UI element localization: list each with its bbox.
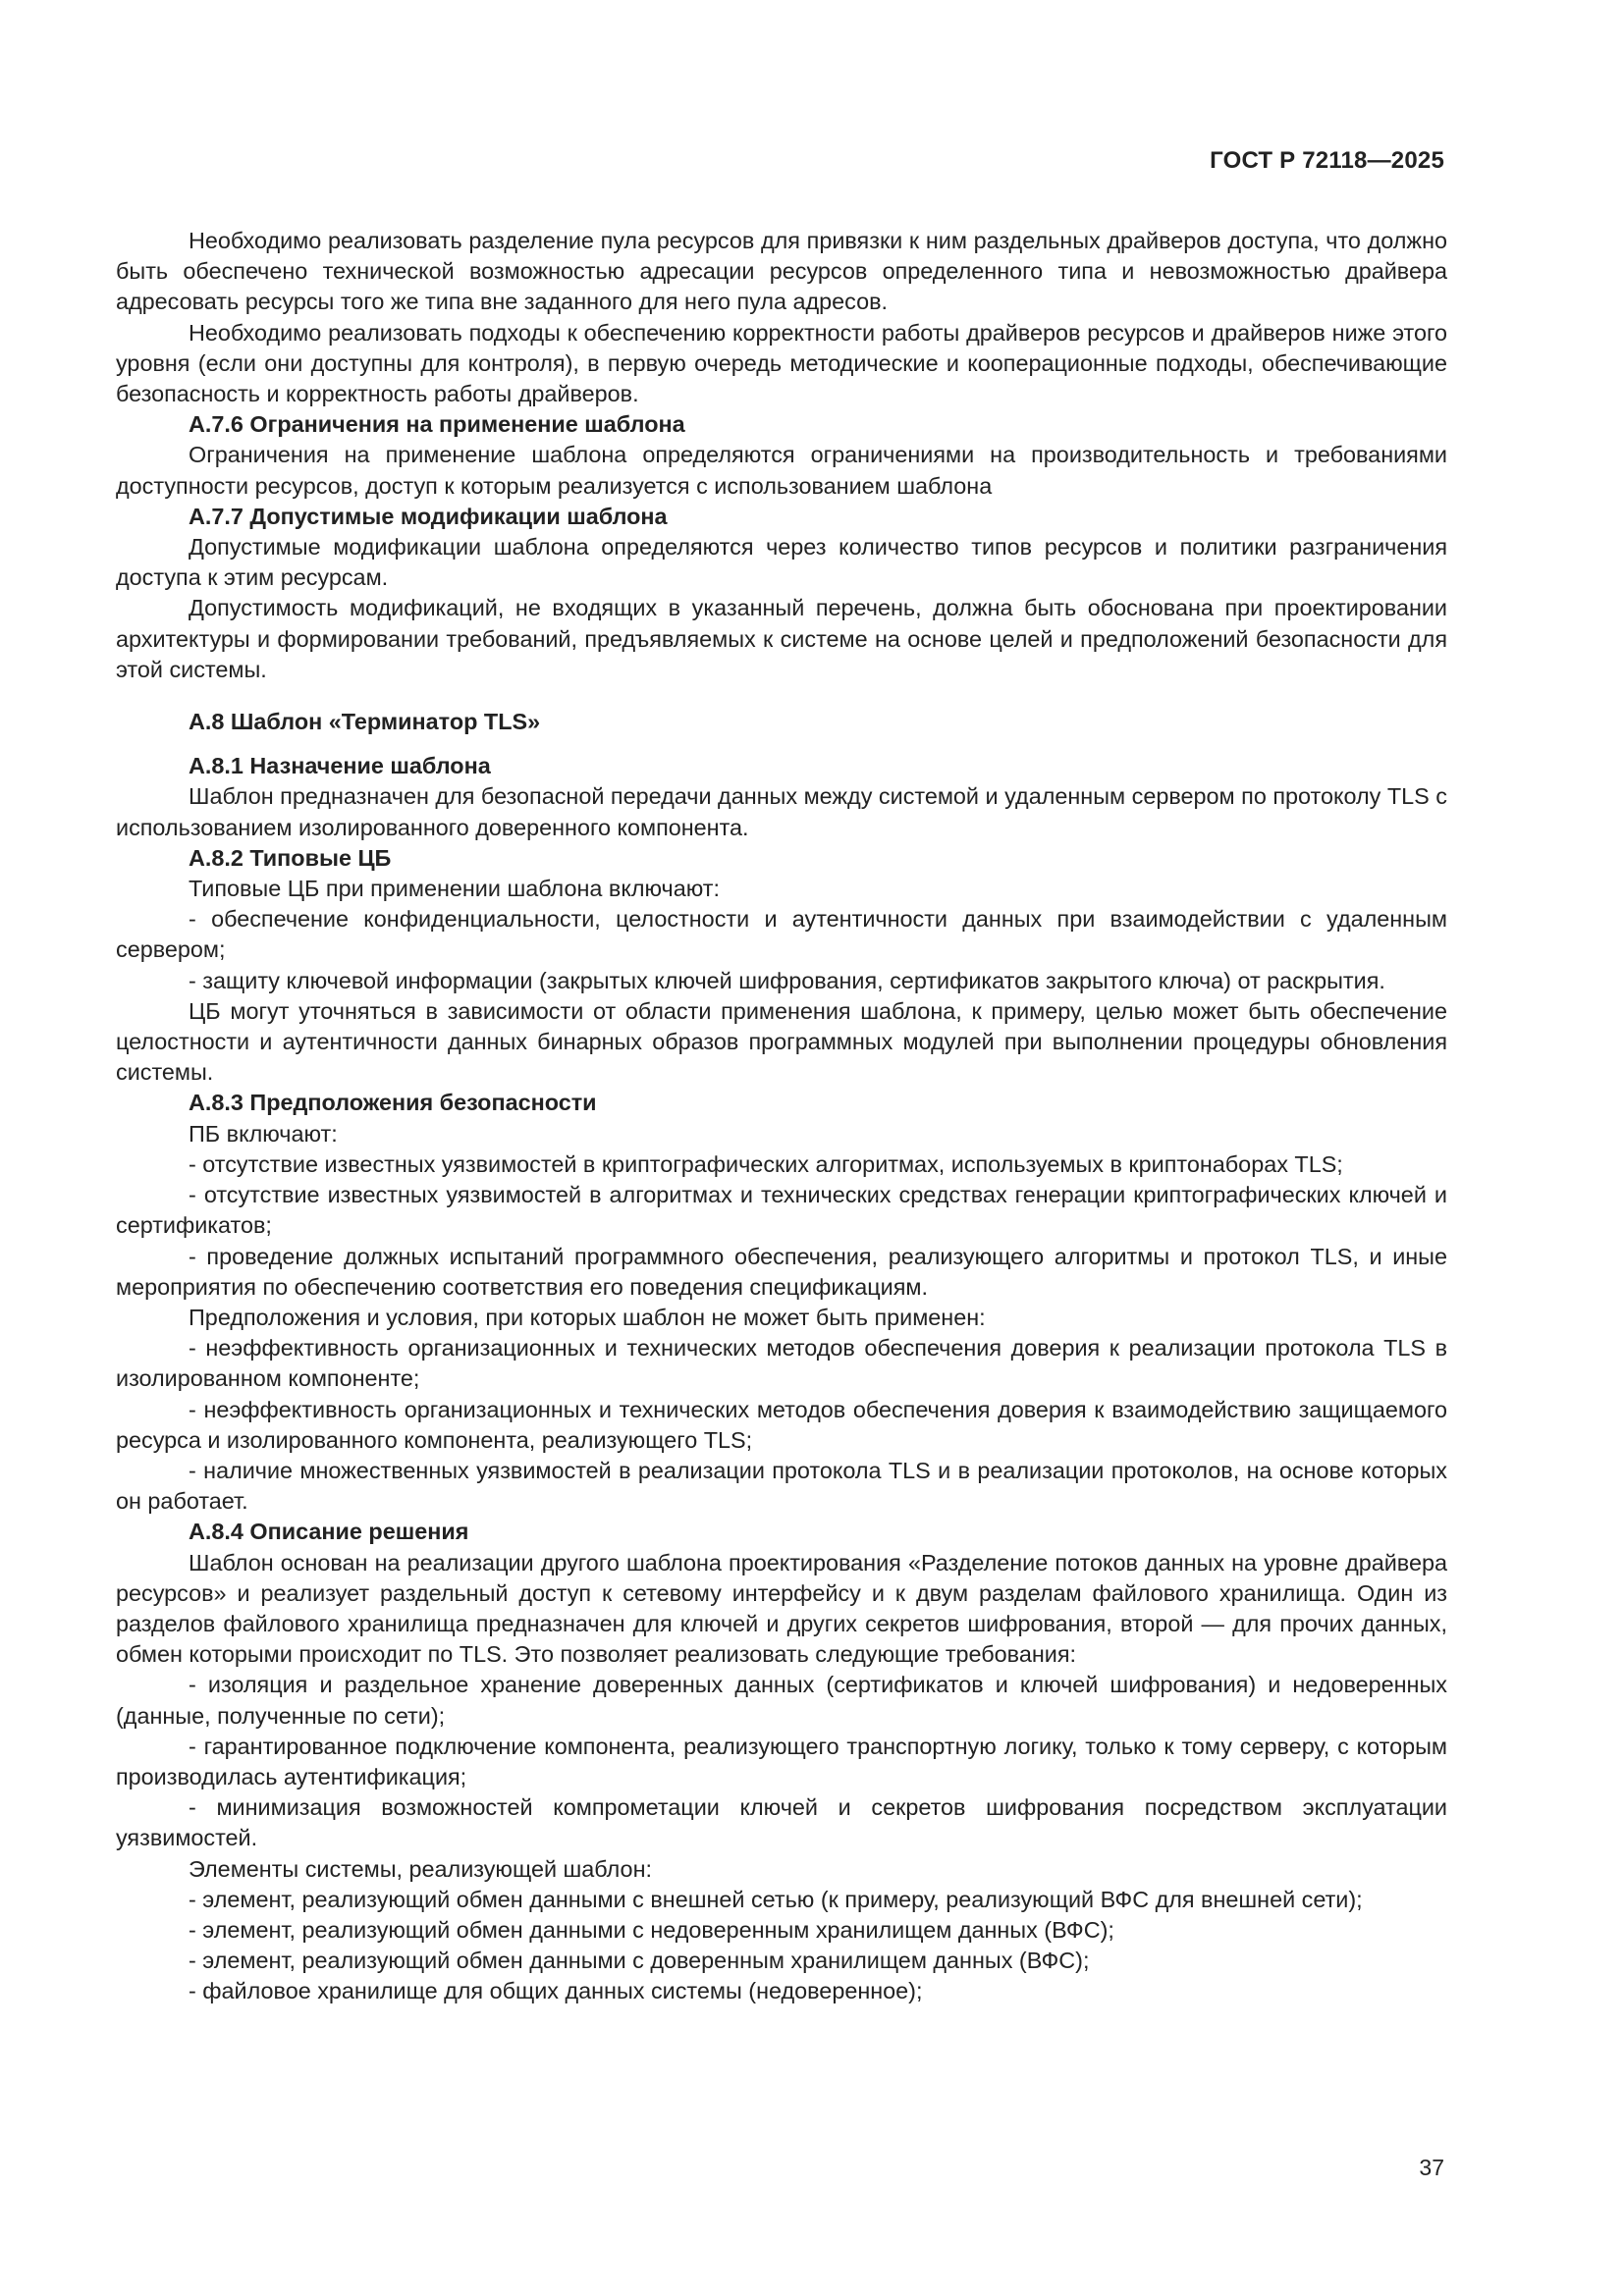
section-heading-a8-2: А.8.2 Типовые ЦБ (189, 844, 392, 871)
section-heading-a8: А.8 Шаблон «Терминатор TLS» (189, 709, 541, 735)
paragraph: Элементы системы, реализующей шаблон: (189, 1855, 652, 1882)
section-heading-a7-7: А.7.7 Допустимые модификации шаблона (189, 503, 668, 529)
paragraph: Допустимые модификации шаблона определяются через количество типов ресурсов и политики разграничения доступа к этим ресурсам. (116, 534, 1447, 591)
list-item: - элемент, реализующий обмен данными с недоверенным хранилищем данных (ВФС); (189, 1916, 1114, 1943)
list-item: - изоляция и раздельное хранение доверенных данных (сертификатов и ключей шифрования) и недоверенных (данные, полученные по сети); (116, 1672, 1447, 1729)
list-item: - гарантированное подключение компонента, реализующего транспортную логику, только к тому серверу, с которым производилась аутентификация; (116, 1733, 1447, 1789)
paragraph: Типовые ЦБ при применении шаблона включают: (189, 876, 720, 902)
paragraph: Необходимо реализовать подходы к обеспечению корректности работы драйверов ресурсов и драйверов ниже этого уровня (если они доступны для контроля), в первую очередь методические и кооперационные подходы, обеспечивающие безопасность и корректность работы драйверов. (116, 319, 1447, 407)
document-code-header: ГОСТ Р 72118—2025 (1210, 147, 1444, 174)
list-item: - проведение должных испытаний программного обеспечения, реализующего алгоритмы и протокол TLS, и иные мероприятия по обеспечению соответствия его поведения спецификациям. (116, 1243, 1447, 1300)
list-item: - элемент, реализующий обмен данными с внешней сетью (к примеру, реализующий ВФС для внешней сети); (189, 1886, 1363, 1912)
list-item: - защиту ключевой информации (закрытых ключей шифрования, сертификатов закрытого ключа) от раскрытия. (189, 967, 1385, 993)
paragraph: Шаблон предназначен для безопасной передачи данных между системой и удаленным сервером по протоколу TLS с использованием изолированного доверенного компонента. (116, 783, 1447, 840)
section-heading-a7-6: А.7.6 Ограничения на применение шаблона (189, 411, 685, 438)
paragraph: Предположения и условия, при которых шаблон не может быть применен: (189, 1304, 986, 1330)
list-item: - неэффективность организационных и технических методов обеспечения доверия к реализации протокола TLS в изолированном компоненте; (116, 1335, 1447, 1392)
list-item: - минимизация возможностей компрометации ключей и секретов шифрования посредством эксплуатации уязвимостей. (116, 1794, 1447, 1851)
list-item: - неэффективность организационных и технических методов обеспечения доверия к взаимодействию защищаемого ресурса и изолированного компонента, реализующего TLS; (116, 1396, 1447, 1453)
paragraph: Шаблон основан на реализации другого шаблона проектирования «Разделение потоков данных на уровне драйвера ресурсов» и реализует раздельный доступ к сетевому интерфейсу и к двум разделам файлового хранилища. Один из разделов файлового хранилища предназначен для ключей и других секретов шифрования, второй — для прочих данных, обмен которыми происходит по TLS. Это позволяет реализовать следующие требования: (116, 1549, 1447, 1668)
list-item: - файловое хранилище для общих данных системы (недоверенное); (189, 1978, 923, 2004)
section-heading-a8-4: А.8.4 Описание решения (189, 1519, 469, 1545)
page-number: 37 (1419, 2155, 1444, 2180)
paragraph: Ограничения на применение шаблона определяются ограничениями на производительность и требованиями доступности ресурсов, доступ к которым реализуется с использованием шаблона (116, 442, 1447, 499)
list-item: - отсутствие известных уязвимостей в алгоритмах и технических средствах генерации криптографических ключей и сертификатов; (116, 1182, 1447, 1239)
list-item: - наличие множественных уязвимостей в реализации протокола TLS и в реализации протоколов, на основе которых он работает. (116, 1457, 1447, 1515)
list-item: - элемент, реализующий обмен данными с доверенным хранилищем данных (ВФС); (189, 1948, 1090, 1974)
list-item: - отсутствие известных уязвимостей в криптографических алгоритмах, используемых в криптонаборах TLS; (189, 1150, 1343, 1177)
section-heading-a8-1: А.8.1 Назначение шаблона (189, 753, 491, 779)
paragraph: Допустимость модификаций, не входящих в указанный перечень, должна быть обоснована при проектировании архитектуры и формировании требований, предъявляемых к системе на основе целей и предположений безопасности для этой системы. (116, 595, 1447, 682)
paragraph: Необходимо реализовать разделение пула ресурсов для привязки к ним раздельных драйверов доступа, что должно быть обеспечено технической возможностью адресации ресурсов определенного типа и невозможностью драйвера адресовать ресурсы того же типа вне заданного для него пула адресов. (116, 228, 1447, 315)
paragraph: ЦБ могут уточняться в зависимости от области применения шаблона, к примеру, целью может быть обеспечение целостности и аутентичности данных бинарных образов программных модулей при выполнении процедуры обновления системы. (116, 997, 1447, 1086)
page-body (116, 226, 1447, 2007)
section-heading-a8-3: А.8.3 Предположения безопасности (189, 1090, 597, 1116)
paragraph: ПБ включают: (189, 1120, 338, 1147)
list-item: - обеспечение конфиденциальности, целостности и аутентичности данных при взаимодействии с удаленным сервером; (116, 906, 1447, 963)
